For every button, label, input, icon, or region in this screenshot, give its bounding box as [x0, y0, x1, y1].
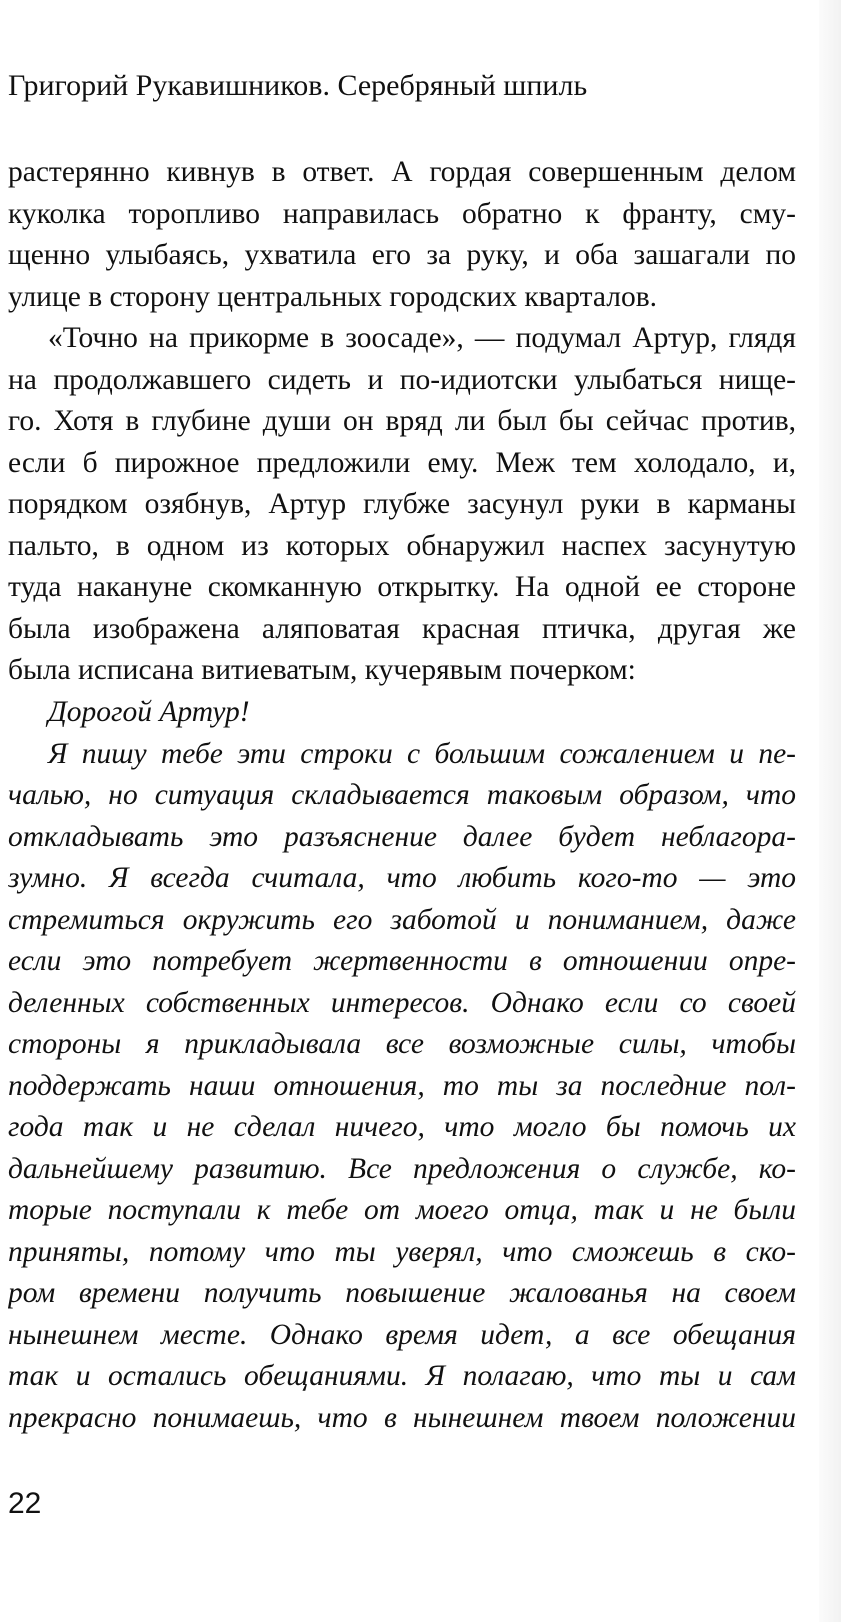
letter-line: деленных собственных интересов. Однако если со своей — [8, 986, 796, 1019]
page-number: 22 — [8, 1487, 42, 1520]
text-line: го. Хотя в глубине души он вряд ли был бы сейчас против, — [8, 405, 796, 437]
letter-line: зумно. Я всегда считала, что любить кого-то — это — [8, 862, 796, 894]
text-line: была изображена аляповатая красная птичка, другая же — [8, 612, 796, 645]
text-line: на продолжавшего сидеть и по-идиотски улыбаться нище- — [8, 363, 796, 396]
page-edge-shadow — [819, 0, 841, 1622]
letter-salutation: Дорогой Артур! — [48, 696, 250, 728]
letter-line: Я пишу тебе эти строки с большим сожалением и пе- — [48, 737, 796, 770]
letter-line: дальнейшему развитию. Все предложения о службе, ко- — [8, 1152, 796, 1185]
running-head: Григорий Рукавишников. Серебряный шпиль — [8, 69, 588, 102]
letter-line: года так и не сделал ничего, что могло бы помочь их — [8, 1111, 796, 1143]
letter-line: если это потребует жертвенности в отношении опре- — [8, 945, 796, 977]
letter-line: нынешнем месте. Однако время идет, а все обещания — [8, 1318, 796, 1351]
narrative-text — [8, 152, 796, 692]
letter-line: приняты, потому что ты уверял, что сможешь в ско- — [8, 1235, 796, 1268]
text-line: щенно улыбаясь, ухватила его за руку, и оба зашагали по — [8, 239, 796, 271]
letter-line: прекрасно понимаешь, что в нынешнем твоем положении — [8, 1401, 796, 1434]
letter-line: торые поступали к тебе от моего отца, так и не были — [8, 1194, 796, 1226]
text-line: порядком озябнув, Артур глубже засунул руки в карманы — [8, 488, 796, 520]
text-line: туда накануне скомканную открытку. На одной ее стороне — [8, 571, 796, 603]
letter-line: стремиться окружить его заботой и пониманием, даже — [8, 903, 796, 936]
text-line: улице в сторону центральных городских кварталов. — [8, 280, 658, 313]
text-line: куколка торопливо направилась обратно к франту, сму- — [8, 197, 796, 230]
text-line: была исписана витиеватым, кучерявым почерком: — [8, 654, 636, 686]
text-line: растерянно кивнув в ответ. А гордая совершенным делом — [8, 156, 796, 188]
letter-line: так и остались обещаниями. Я полагаю, что ты и сам — [8, 1360, 796, 1392]
text-line: «Точно на прикорме в зоосаде», — подумал Артур, глядя — [48, 322, 796, 354]
letter-line: чалью, но ситуация складывается таковым образом, что — [8, 779, 796, 811]
letter-text — [8, 692, 796, 1439]
letter-line: откладывать это разъяснение далее будет неблагора- — [8, 820, 796, 853]
text-line: если б пирожное предложили ему. Меж тем холодало, и, — [8, 446, 796, 479]
letter-line: ром времени получить повышение жалованья на своем — [8, 1277, 796, 1309]
text-line: пальто, в одном из которых обнаружил наспех засунутую — [8, 529, 796, 562]
letter-line: стороны я прикладывала все возможные силы, чтобы — [8, 1028, 796, 1060]
letter-line: поддержать наши отношения, то ты за последние пол- — [8, 1069, 796, 1102]
